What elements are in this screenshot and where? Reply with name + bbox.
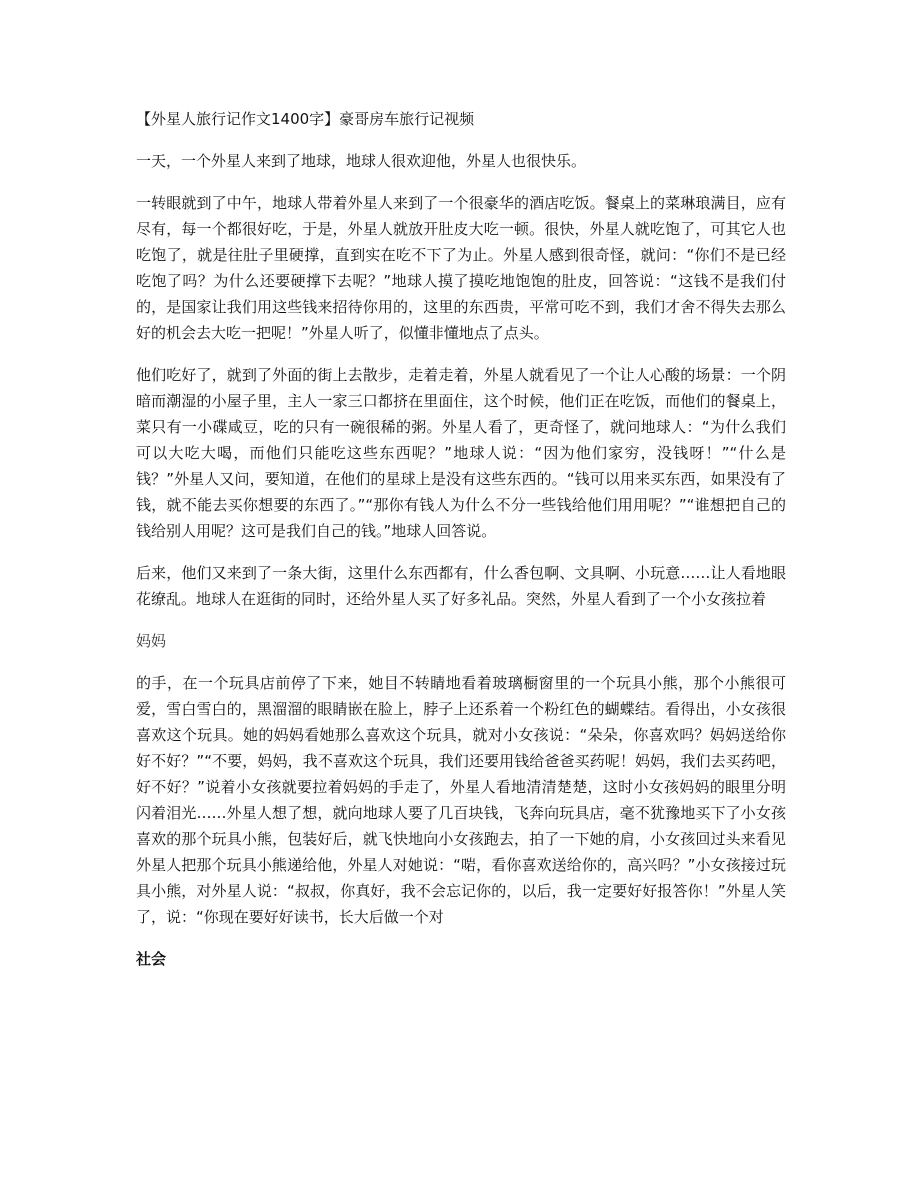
paragraph-3: 他们吃好了，就到了外面的街上去散步，走着走着，外星人就看见了一个让人心酸的场景：一个阴暗而潮湿的小屋子里，主人一家三口都挤在里面住，这个时候，他们正在吃饭，而他们的餐桌上，菜只有一小碟咸豆，吃的只有一碗很稀的粥。外星人看了，更奇怪了，就问地球人：“为什么我们可以大吃大喝，而他们只能吃这些东西呢？”地球人说：“因为他们家穷，没钱呀！”“什么是钱？”外星人又问，要知道，在他们的星球上是没有这些东西的。“钱可以用来买东西，如果没有了钱，就不能去买你想要的东西了。”“那你有钱人为什么不分一些钱给他们用用呢？”“谁想把自己的钱给别人用呢？这可是我们自己的钱。”地球人回答说。 xyxy=(136,366,786,540)
document-title: 【外星人旅行记作文1400字】豪哥房车旅行记视频 xyxy=(136,110,475,128)
paragraph-4: 后来，他们又来到了一条大街，这里什么东西都有，什么香包啊、文具啊、小玩意……让人看地眼花缭乱。地球人在逛街的同时，还给外星人买了好多礼品。突然，外星人看到了一个小女孩拉着 xyxy=(136,564,786,608)
fragment-society: 社会 xyxy=(136,950,167,968)
paragraph-5: 的手，在一个玩具店前停了下来，她目不转睛地看着玻璃橱窗里的一个玩具小熊，那个小熊很可爱，雪白雪白的，黑溜溜的眼睛嵌在脸上，脖子上还系着一个粉红色的蝴蝶结。看得出，小女孩很喜欢这个玩具。她的妈妈看她那么喜欢这个玩具，就对小女孩说：“朵朵，你喜欢吗？妈妈送给你好不好？”“不要，妈妈，我不喜欢这个玩具，我们还要用钱给爸爸买药呢！妈妈，我们去买药吧，好不好？”说着小女孩就要拉着妈妈的手走了，外星人看地清清楚楚，这时小女孩妈妈的眼里分明闪着泪光……外星人想了想，就向地球人要了几百块钱，飞奔向玩具店，毫不犹豫地买下了小女孩喜欢的那个玩具小熊，包装好后，就飞快地向小女孩跑去，拍了一下她的肩，小女孩回过头来看见外星人把那个玩具小熊递给他，外星人对她说：“啱，看你喜欢送给你的，高兴吗？”小女孩接过玩具小熊，对外星人说：“叔叔，你真好，我不会忘记你的，以后，我一定要好好报答你！”外星人笑了，说：“你现在要好好读书，长大后做一个对 xyxy=(136,674,786,926)
paragraph-1: 一天，一个外星人来到了地球，地球人很欢迎他，外星人也很快乐。 xyxy=(136,152,587,170)
paragraph-2: 一转眼就到了中午，地球人带着外星人来到了一个很豪华的酒店吃饭。餐桌上的菜琳琅满目，应有尽有，每一个都很好吃，于是，外星人就放开肚皮大吃一顿。很快，外星人就吃饱了，可其它人也吃饱了，就是往肚子里硬撑，直到实在吃不下了为止。外星人感到很奇怪，就问：“你们不是已经吃饱了吗？为什么还要硬撑下去呢？”地球人摸了摸吃地饱饱的肚皮，回答说：“这钱不是我们付的，是国家让我们用这些钱来招待你用的，这里的东西贵，平常可吃不到，我们才舍不得失去那么好的机会去大吃一把呢！”外星人听了，似懂非懂地点了点头。 xyxy=(136,194,786,342)
document-page xyxy=(136,106,786,988)
fragment-mama: 妈妈 xyxy=(136,632,167,650)
